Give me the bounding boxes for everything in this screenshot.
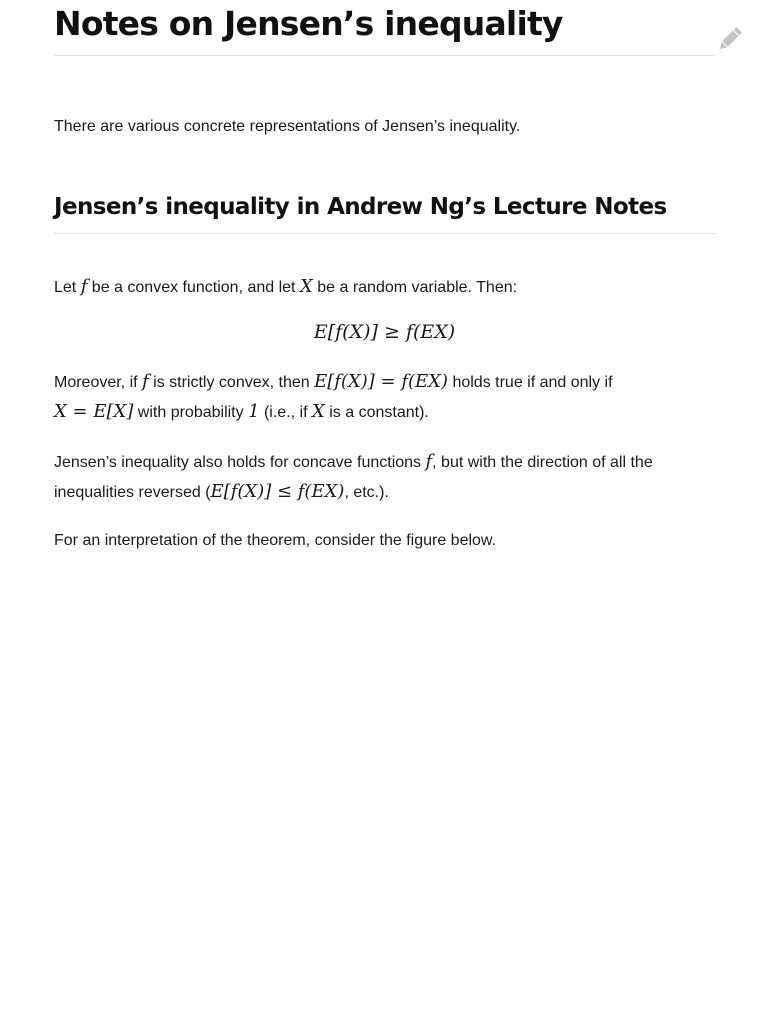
- math-inline: X: [311, 401, 325, 422]
- text: is strictly convex, then: [148, 374, 315, 391]
- math-inline: E[f(X)] ≤ f(EX): [210, 481, 345, 502]
- math-inline: f: [80, 276, 88, 297]
- math-inline: E[f(X)] = f(EX): [314, 371, 448, 392]
- section-heading: Jensen’s inequality in Andrew Ng’s Lecture Notes: [54, 190, 715, 234]
- text: holds true if and only if: [448, 374, 613, 391]
- paragraph-concave: [54, 447, 715, 507]
- text: , but with the direction of all the inequalities reversed (: [54, 454, 653, 501]
- paragraph-strict-convexity: [54, 367, 715, 427]
- text: (i.e., if: [259, 404, 312, 421]
- text: be a convex function, and let: [87, 279, 300, 296]
- math-inline: f: [142, 371, 149, 392]
- math-inline: 1: [248, 401, 260, 422]
- text: be a random variable. Then:: [312, 279, 518, 296]
- text: with probability: [133, 404, 249, 421]
- intro-paragraph: There are various concrete representations of Jensen’s inequality.: [54, 118, 521, 135]
- page-title: Notes on Jensen’s inequality: [54, 0, 715, 56]
- display-formula: E[f(X)] ≥ f(EX): [313, 321, 456, 343]
- math-inline: f: [425, 451, 433, 472]
- math-inline: X: [299, 276, 313, 297]
- math-inline: X = E[X]: [54, 401, 134, 422]
- text: Jensen’s inequality also holds for concave functions: [54, 454, 426, 471]
- pencil-icon: [716, 25, 744, 53]
- text: is a constant).: [324, 404, 429, 421]
- paragraph-definition: [54, 272, 715, 302]
- text: Let: [54, 279, 81, 296]
- text: Moreover, if: [54, 374, 143, 391]
- page-content: [54, 0, 715, 549]
- edit-button[interactable]: [716, 25, 744, 53]
- paragraph-figure-intro: For an interpretation of the theorem, consider the figure below.: [54, 532, 497, 549]
- text: , etc.).: [344, 484, 389, 501]
